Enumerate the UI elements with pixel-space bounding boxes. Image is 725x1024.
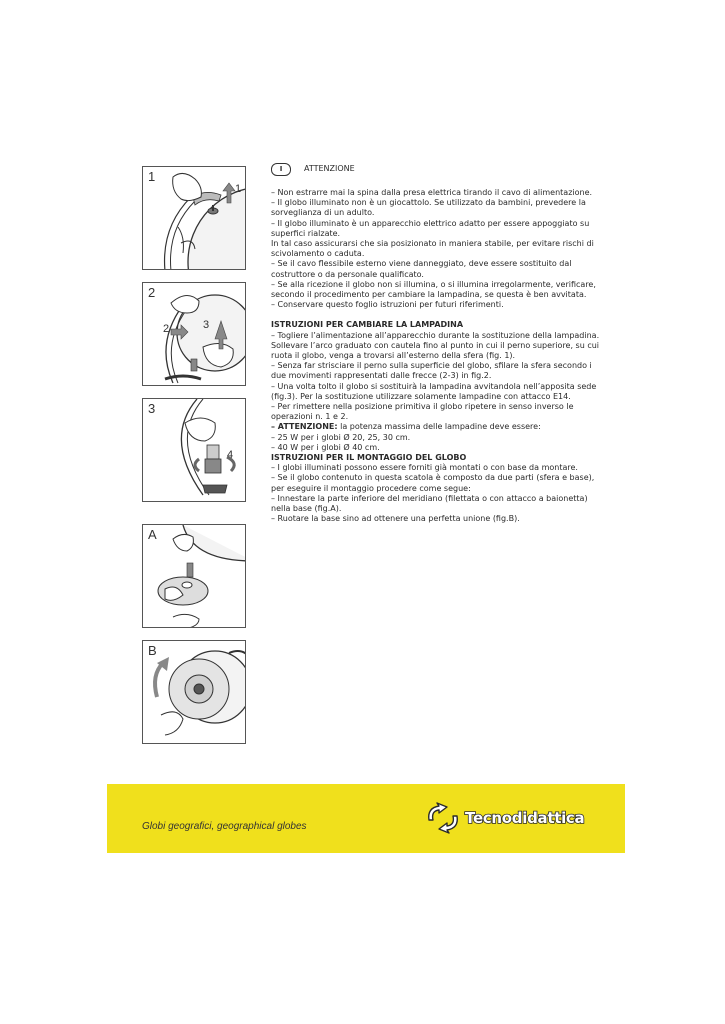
figure-a-drawing xyxy=(143,525,246,628)
instructions-text xyxy=(271,163,601,525)
language-badge: I xyxy=(271,163,291,176)
attention-line: In tal caso assicurarsi che sia posizionato in maniera stabile, per evitare rischi di scivolamento o caduta. xyxy=(271,239,594,259)
attention-heading: ATTENZIONE xyxy=(304,164,355,174)
figure-1-drawing xyxy=(143,167,246,270)
figure-1-arrow-label: 1 xyxy=(235,183,242,195)
figure-2-arrow-label-2: 2 xyxy=(163,323,170,335)
attention-line: – Non estrarre mai la spina dalla presa elettrica tirando il cavo di alimentazione. xyxy=(271,188,593,197)
lamp-line: – Una volta tolto il globo si sostituirà la lampadina avvitandola nell’apposita sede (fig.3). Per la sostituzione utilizzare solamente lampadine con attacco E14. xyxy=(271,381,597,401)
footer-band xyxy=(107,784,625,853)
footer-tagline: Globi geografici, geographical globes xyxy=(142,821,307,832)
mount-section-title: ISTRUZIONI PER IL MONTAGGIO DEL GLOBO xyxy=(271,453,467,463)
figure-3 xyxy=(142,398,246,502)
power-line: – 25 W per i globi Ø 20, 25, 30 cm. xyxy=(271,432,411,442)
power-line: – 40 W per i globi Ø 40 cm. xyxy=(271,442,380,452)
brand-name: Tecnodidattica xyxy=(465,809,585,827)
lamp-section-title: ISTRUZIONI PER CAMBIARE LA LAMPADINA xyxy=(271,320,464,330)
brand-logo xyxy=(425,802,584,834)
warning-label: – ATTENZIONE: xyxy=(271,422,338,432)
warning-text: la potenza massima delle lampadine deve essere: xyxy=(337,422,541,432)
figure-3-label: 3 xyxy=(148,401,156,416)
figure-2 xyxy=(142,282,246,386)
mount-line: – I globi illuminati possono essere forniti già montati o con base da montare. xyxy=(271,463,578,473)
figure-a-label: A xyxy=(148,527,157,542)
attention-line: – Se alla ricezione il globo non si illumina, o si illumina irregolarmente, verificare, secondo il procedimento per cambiare la lampadina, se questa è ben avvitata. xyxy=(271,279,596,300)
mount-line: – Ruotare la base sino ad ottenere una perfetta unione (fig.B). xyxy=(271,514,520,524)
brand-logo-icon xyxy=(425,802,461,834)
attention-header xyxy=(271,163,601,176)
attention-line: – Conservare questo foglio istruzioni per futuri riferimenti. xyxy=(271,300,504,310)
figure-1 xyxy=(142,166,246,270)
figure-1-label: 1 xyxy=(148,169,156,184)
figure-3-arrow-label: 4 xyxy=(227,449,234,461)
figure-2-arrow-label-3: 3 xyxy=(203,319,210,331)
mount-line: – Se il globo contenuto in questa scatola è composto da due parti (sfera e base), per eseguire il montaggio procedere come segue: xyxy=(271,473,595,493)
power-warning xyxy=(271,422,601,432)
figure-2-label: 2 xyxy=(148,285,156,300)
mount-line: – Innestare la parte inferiore del meridiano (filettata o con attacco a baionetta) nella base (fig.A). xyxy=(271,493,588,514)
figure-a xyxy=(142,524,246,628)
figure-2-drawing xyxy=(143,283,246,386)
lamp-line: – Senza far strisciare il perno sulla superficie del globo, sfilare la sfera secondo i due movimenti rappresentati dalle frecce (2-3) in fig.2. xyxy=(271,361,592,381)
figure-b xyxy=(142,640,246,744)
lamp-line: – Per rimettere nella posizione primitiva il globo ripetere in senso inverso le operazioni n. 1 e 2. xyxy=(271,402,574,422)
attention-line: – Se il cavo flessibile esterno viene danneggiato, deve essere sostituito dal costruttore o da personale qualificato. xyxy=(271,259,572,279)
lamp-line: – Togliere l’alimentazione all’apparecchio durante la sostituzione della lampadina. Sollevare l’arco graduato con cautela fino al punto in cui il perno superiore, su cui ruota il globo, venga a trovarsi all’esterno della sfera (fig. 1). xyxy=(271,330,600,361)
figure-b-label: B xyxy=(148,643,157,658)
attention-line: – Il globo illuminato non è un giocattolo. Se utilizzato da bambini, prevedere la sorveglianza di un adulto. xyxy=(271,198,586,218)
attention-line: – Il globo illuminato è un apparecchio elettrico adatto per essere appoggiato su superfici rialzate. xyxy=(271,218,590,238)
figure-b-drawing xyxy=(143,641,246,744)
